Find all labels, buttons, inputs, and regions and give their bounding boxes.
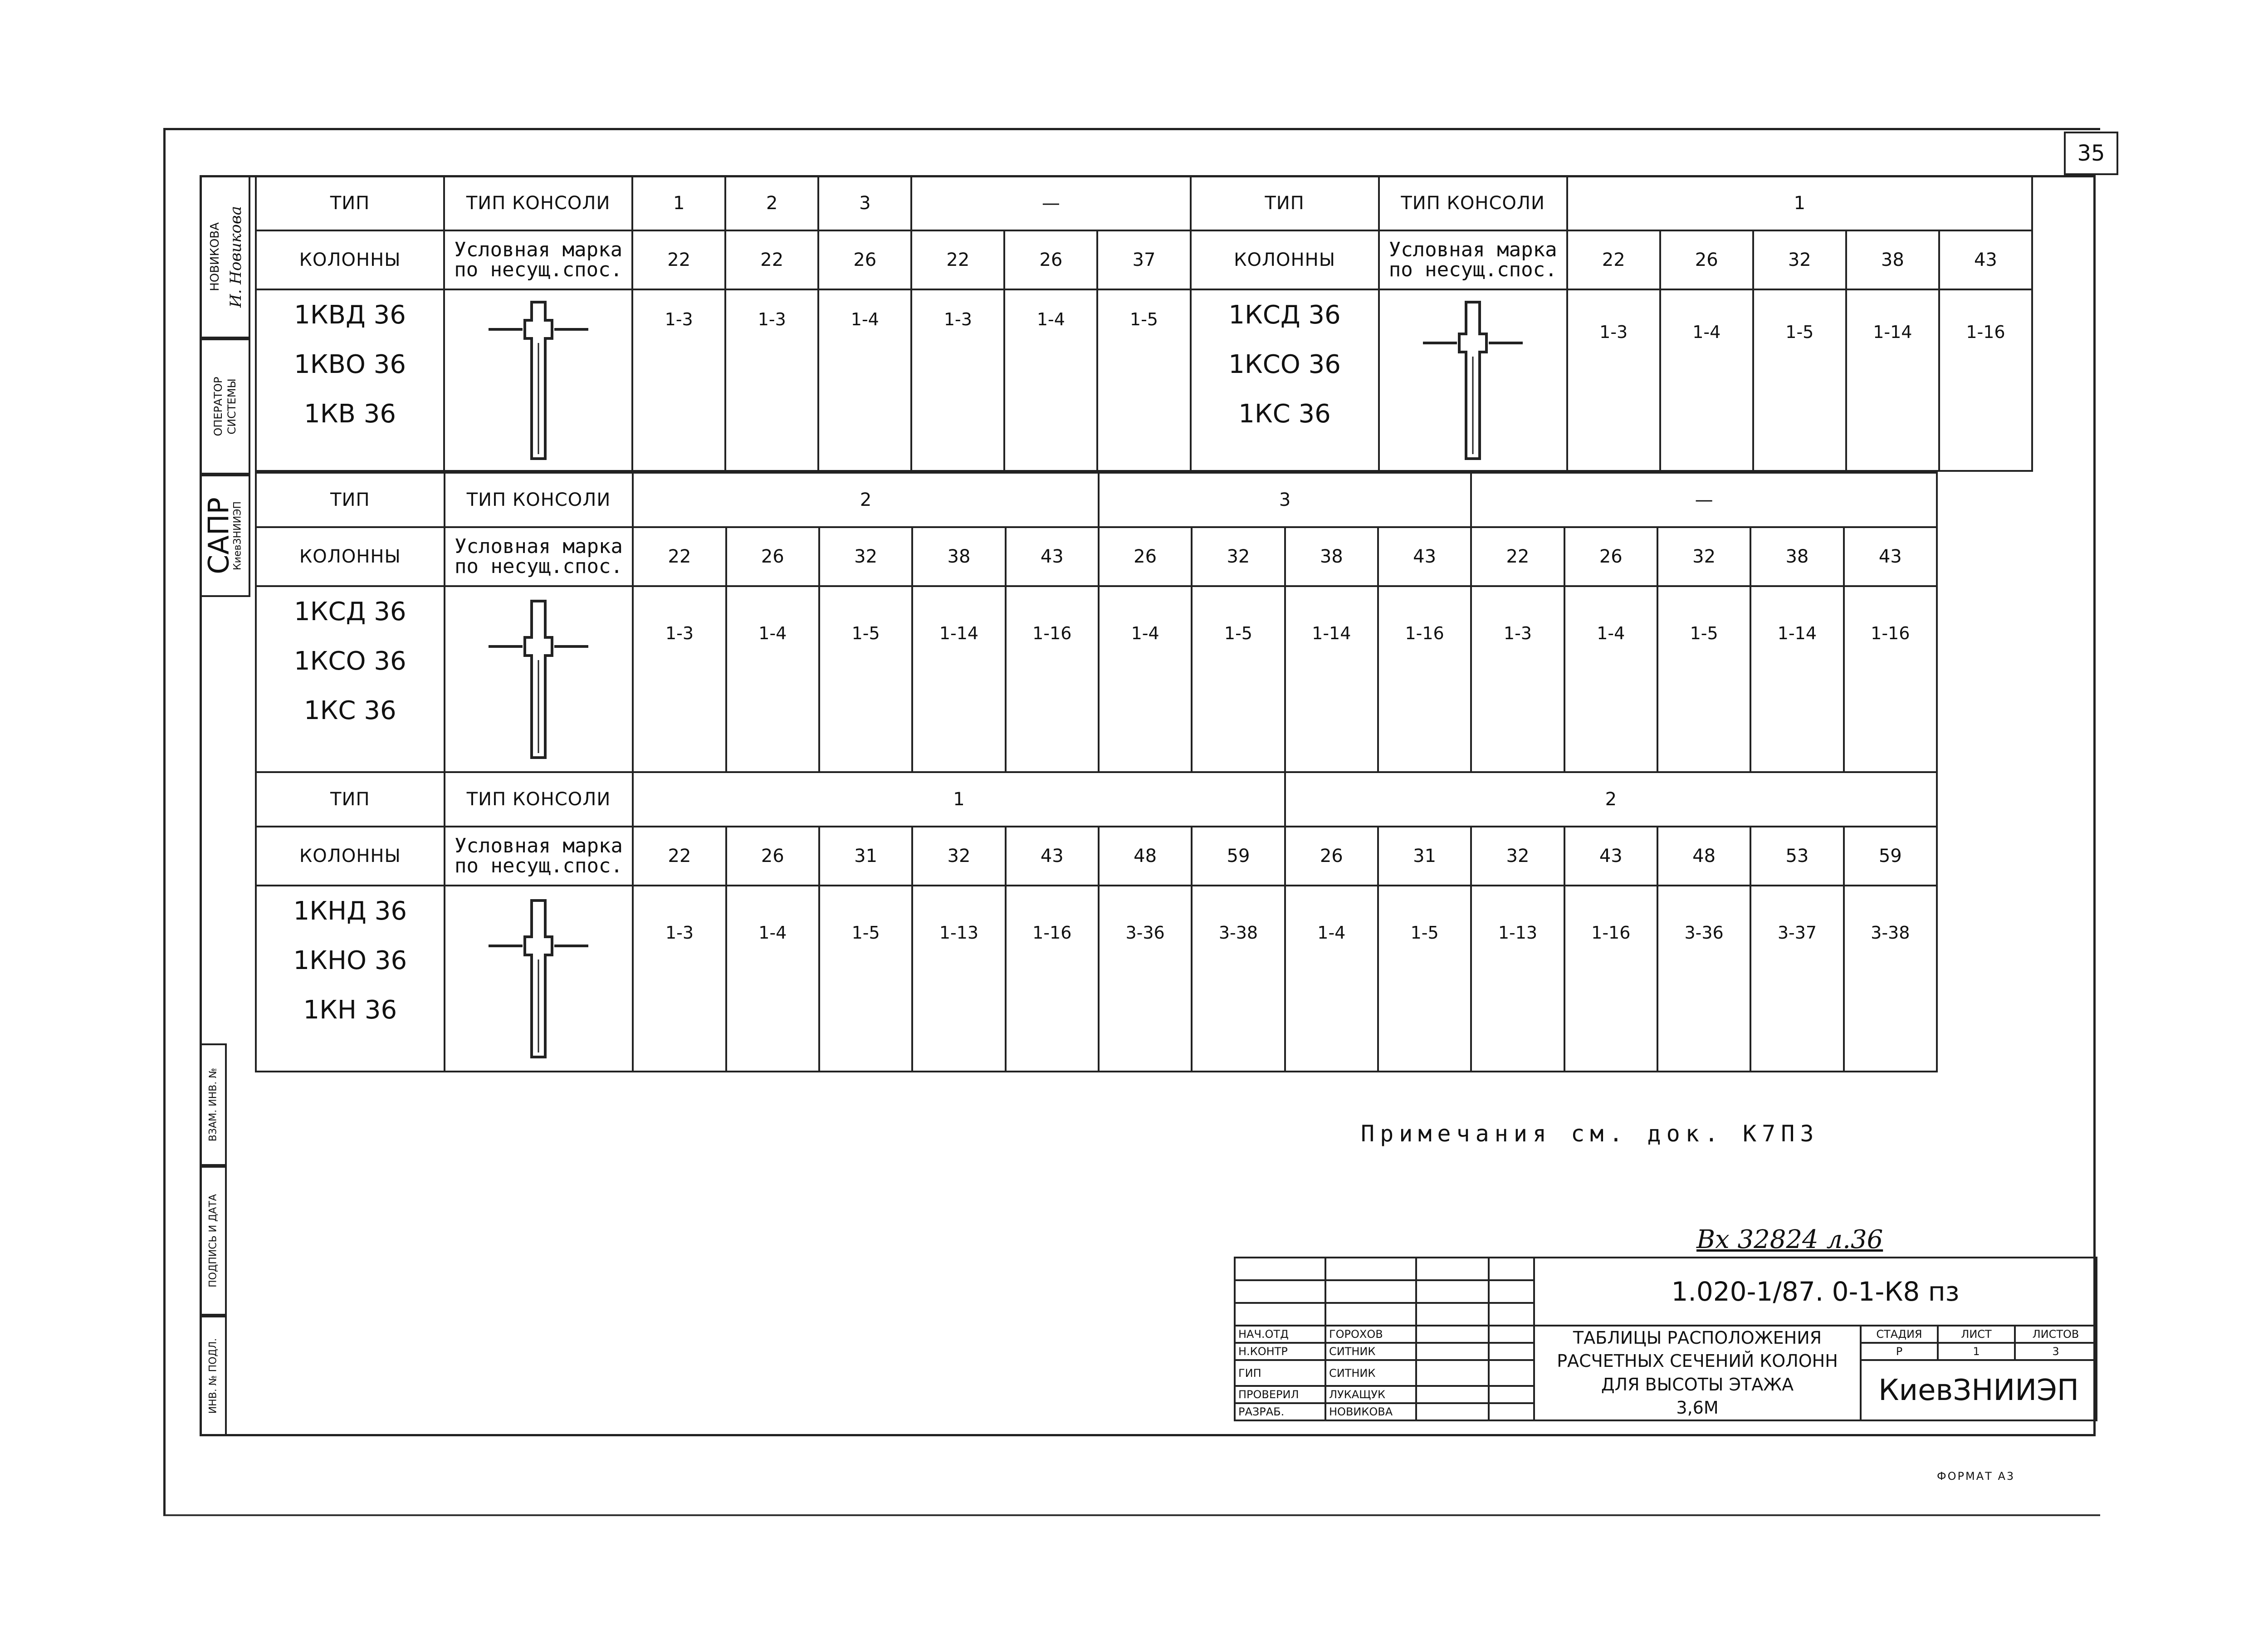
t2-mark: 32 xyxy=(1192,527,1285,586)
tb-sheet-label: ЛИСТ xyxy=(1938,1326,2015,1343)
t2-head-mark: Условная марка по несущ.спос. xyxy=(445,527,633,586)
t3-mark: 32 xyxy=(1471,827,1564,886)
t3-mark: 26 xyxy=(1285,827,1378,886)
tb-role: Н.КОНТР xyxy=(1235,1343,1325,1360)
t3-value: 3-36 xyxy=(1657,886,1750,1072)
t3-value: 3-37 xyxy=(1750,886,1843,1072)
t1-group-1: 1 xyxy=(632,176,725,230)
tb-sheets: 3 xyxy=(2015,1343,2097,1360)
stamp-podpis-box xyxy=(200,1166,227,1316)
column-section-icon xyxy=(479,293,597,465)
t3-mark: 32 xyxy=(912,827,1005,886)
t1-head-mark: Условная марка по несущ.спос. xyxy=(444,230,632,289)
page-number: 35 xyxy=(2064,132,2118,175)
stamp-signature: И. Новикова xyxy=(227,206,245,308)
t2-value: 1-5 xyxy=(1192,586,1285,772)
t2-head-console: ТИП КОНСОЛИ xyxy=(445,473,633,527)
table-3 xyxy=(255,771,1938,1072)
t3-value: 1-5 xyxy=(819,886,912,1072)
stamp-podpis: ПОДПИСЬ И ДАТА xyxy=(207,1194,219,1287)
t1r-value: 1-5 xyxy=(1753,289,1846,471)
t3-value: 1-13 xyxy=(912,886,1005,1072)
sheet-format: ФОРМАТ А3 xyxy=(1937,1470,2015,1483)
t1-group-dash: — xyxy=(911,176,1190,230)
t3-mark: 48 xyxy=(1657,827,1750,886)
stamp-sapr-org-box xyxy=(227,475,250,597)
t2-mark: 22 xyxy=(633,527,726,586)
t1r-group-1: 1 xyxy=(1567,176,2032,230)
t1r-mark: 26 xyxy=(1660,230,1753,289)
t1-head-type: ТИП xyxy=(256,176,444,230)
table-2 xyxy=(255,472,1938,773)
t1-group-2: 2 xyxy=(725,176,818,230)
t1-value: 1-3 xyxy=(911,289,1004,471)
t3-value: 3-38 xyxy=(1192,886,1285,1072)
t2-mark: 38 xyxy=(1285,527,1378,586)
t2-value: 1-4 xyxy=(1564,586,1657,772)
t1-mark: 37 xyxy=(1097,230,1190,289)
t2-mark: 43 xyxy=(1006,527,1099,586)
t1r-mark: 38 xyxy=(1846,230,1939,289)
tb-name: НОВИКОВА xyxy=(1325,1403,1416,1420)
t1-console-diagram xyxy=(444,289,632,471)
stamp-operator-box xyxy=(200,338,250,475)
t1r-head-columns: КОЛОННЫ xyxy=(1191,230,1379,289)
t2-mark: 22 xyxy=(1471,527,1564,586)
t3-mark: 31 xyxy=(1378,827,1471,886)
stamp-signature-box xyxy=(223,175,250,338)
t1r-mark: 32 xyxy=(1753,230,1846,289)
t1-value: 1-5 xyxy=(1097,289,1190,471)
t2-value: 1-4 xyxy=(726,586,819,772)
column-section-icon xyxy=(479,891,597,1064)
stamp-vzam: ВЗАМ. ИНВ. № xyxy=(207,1067,219,1142)
tb-role: ГИП xyxy=(1235,1360,1325,1386)
t1r-value: 1-16 xyxy=(1939,289,2032,471)
t2-mark: 32 xyxy=(819,527,912,586)
t1r-value: 1-4 xyxy=(1660,289,1753,471)
t3-head-type: ТИП xyxy=(256,772,445,827)
t2-value: 1-14 xyxy=(912,586,1005,772)
t2-value: 1-16 xyxy=(1378,586,1471,772)
t3-mark: 26 xyxy=(726,827,819,886)
t1-value: 1-3 xyxy=(632,289,725,471)
t1r-mark: 43 xyxy=(1939,230,2032,289)
stamp-sapr: САПР xyxy=(202,497,235,574)
tb-role: РАЗРАБ. xyxy=(1235,1403,1325,1420)
tb-stage: Р xyxy=(1861,1343,1938,1360)
tb-signature xyxy=(1416,1343,1489,1360)
t1-mark: 22 xyxy=(725,230,818,289)
stamp-inv: ИНВ. № ПОДЛ. xyxy=(207,1338,219,1414)
t2-column-types: 1КСД 36 1КСО 36 1КС 36 xyxy=(256,586,445,772)
t1-mark: 22 xyxy=(632,230,725,289)
tb-signature xyxy=(1416,1403,1489,1420)
t1r-head-console: ТИП КОНСОЛИ xyxy=(1379,176,1567,230)
handwritten-reference: Вх 32824 л.36 xyxy=(1696,1225,1883,1254)
t2-head-columns: КОЛОННЫ xyxy=(256,527,445,586)
t2-value: 1-5 xyxy=(819,586,912,772)
t3-value: 1-5 xyxy=(1378,886,1471,1072)
t3-mark: 43 xyxy=(1564,827,1657,886)
tb-sheets-label: ЛИСТОВ xyxy=(2015,1326,2097,1343)
t3-value: 1-3 xyxy=(633,886,726,1072)
tb-role: НАЧ.ОТД xyxy=(1235,1326,1325,1343)
stamp-vzam-box xyxy=(200,1043,227,1166)
tb-sheet: 1 xyxy=(1938,1343,2015,1360)
t2-mark: 43 xyxy=(1378,527,1471,586)
column-section-icon xyxy=(479,592,597,764)
t3-value: 1-16 xyxy=(1006,886,1099,1072)
stamp-inv-box xyxy=(200,1316,227,1436)
t2-value: 1-3 xyxy=(1471,586,1564,772)
tb-name: СИТНИК xyxy=(1325,1360,1416,1386)
t1-head-columns: КОЛОННЫ xyxy=(256,230,444,289)
t3-value: 1-16 xyxy=(1564,886,1657,1072)
column-section-icon xyxy=(1414,293,1532,465)
doc-code: 1.020-1/87. 0-1-К8 пз xyxy=(1534,1258,2097,1326)
t1r-value: 1-3 xyxy=(1567,289,1660,471)
t3-group-2: 2 xyxy=(1285,772,1937,827)
tb-name: ГОРОХОВ xyxy=(1325,1326,1416,1343)
tb-stage-label: СТАДИЯ xyxy=(1861,1326,1938,1343)
doc-title: ТАБЛИЦЫ РАСПОЛОЖЕНИЯ РАСЧЕТНЫХ СЕЧЕНИЙ КОЛОНН ДЛЯ ВЫСОТЫ ЭТАЖА 3,6М xyxy=(1534,1326,1861,1420)
t3-head-mark: Условная марка по несущ.спос. xyxy=(445,827,633,886)
t3-mark: 22 xyxy=(633,827,726,886)
t3-head-columns: КОЛОННЫ xyxy=(256,827,445,886)
t3-console-diagram xyxy=(445,886,633,1072)
tb-signature xyxy=(1416,1360,1489,1386)
t2-mark: 38 xyxy=(1750,527,1843,586)
t3-column-types: 1КНД 36 1КНО 36 1КН 36 xyxy=(256,886,445,1072)
t3-head-console: ТИП КОНСОЛИ xyxy=(445,772,633,827)
table-1 xyxy=(255,175,2033,472)
tb-signature xyxy=(1416,1326,1489,1343)
t3-value: 3-36 xyxy=(1099,886,1192,1072)
t2-console-diagram xyxy=(445,586,633,772)
t1-head-console: ТИП КОНСОЛИ xyxy=(444,176,632,230)
t3-mark: 59 xyxy=(1844,827,1937,886)
t2-value: 1-5 xyxy=(1657,586,1750,772)
t1-mark: 22 xyxy=(911,230,1004,289)
stamp-operator: ОПЕРАТОР СИСТЕМЫ xyxy=(212,377,238,436)
t3-value: 3-38 xyxy=(1844,886,1937,1072)
tb-name: ЛУКАЩУК xyxy=(1325,1386,1416,1403)
t3-mark: 53 xyxy=(1750,827,1843,886)
t2-value: 1-4 xyxy=(1099,586,1192,772)
t3-value: 1-4 xyxy=(1285,886,1378,1072)
t2-value: 1-16 xyxy=(1844,586,1937,772)
t2-mark: 26 xyxy=(1099,527,1192,586)
t2-head-type: ТИП xyxy=(256,473,445,527)
t1-value: 1-4 xyxy=(818,289,911,471)
t3-group-1: 1 xyxy=(633,772,1285,827)
t2-value: 1-3 xyxy=(633,586,726,772)
tb-signature xyxy=(1416,1386,1489,1403)
tb-org: КиевЗНИИЭП xyxy=(1861,1360,2097,1420)
t1r-mark: 22 xyxy=(1567,230,1660,289)
t1-value: 1-4 xyxy=(1004,289,1097,471)
t1-mark: 26 xyxy=(818,230,911,289)
t3-mark: 48 xyxy=(1099,827,1192,886)
stamp-name: НОВИКОВА xyxy=(208,222,222,291)
stamp-sapr-org: КиевЗНИИЭП xyxy=(232,501,244,570)
tb-name: СИТНИК xyxy=(1325,1343,1416,1360)
t2-mark: 26 xyxy=(726,527,819,586)
t1r-column-types: 1КСД 36 1КСО 36 1КС 36 xyxy=(1191,289,1379,471)
t2-mark: 38 xyxy=(912,527,1005,586)
t2-mark: 26 xyxy=(1564,527,1657,586)
t2-value: 1-14 xyxy=(1285,586,1378,772)
t2-mark: 43 xyxy=(1844,527,1937,586)
t2-group-3: 3 xyxy=(1099,473,1471,527)
t1r-console-diagram xyxy=(1379,289,1567,471)
t1-value: 1-3 xyxy=(725,289,818,471)
t2-group-dash: — xyxy=(1471,473,1937,527)
t2-mark: 32 xyxy=(1657,527,1750,586)
t3-mark: 31 xyxy=(819,827,912,886)
t1r-value: 1-14 xyxy=(1846,289,1939,471)
t1r-head-mark: Условная марка по несущ.спос. xyxy=(1379,230,1567,289)
t2-value: 1-16 xyxy=(1006,586,1099,772)
t2-group-2: 2 xyxy=(633,473,1099,527)
notes-reference: Примечания см. док. К7ПЗ xyxy=(1361,1121,1819,1147)
tb-role: ПРОВЕРИЛ xyxy=(1235,1386,1325,1403)
t1-column-types: 1КВД 36 1КВО 36 1КВ 36 xyxy=(256,289,444,471)
t1-mark: 26 xyxy=(1004,230,1097,289)
t2-value: 1-14 xyxy=(1750,586,1843,772)
t3-mark: 43 xyxy=(1006,827,1099,886)
t1r-head-type: ТИП xyxy=(1191,176,1379,230)
title-block xyxy=(1234,1257,2097,1421)
t3-value: 1-13 xyxy=(1471,886,1564,1072)
t3-mark: 59 xyxy=(1192,827,1285,886)
t1-group-3: 3 xyxy=(818,176,911,230)
t3-value: 1-4 xyxy=(726,886,819,1072)
